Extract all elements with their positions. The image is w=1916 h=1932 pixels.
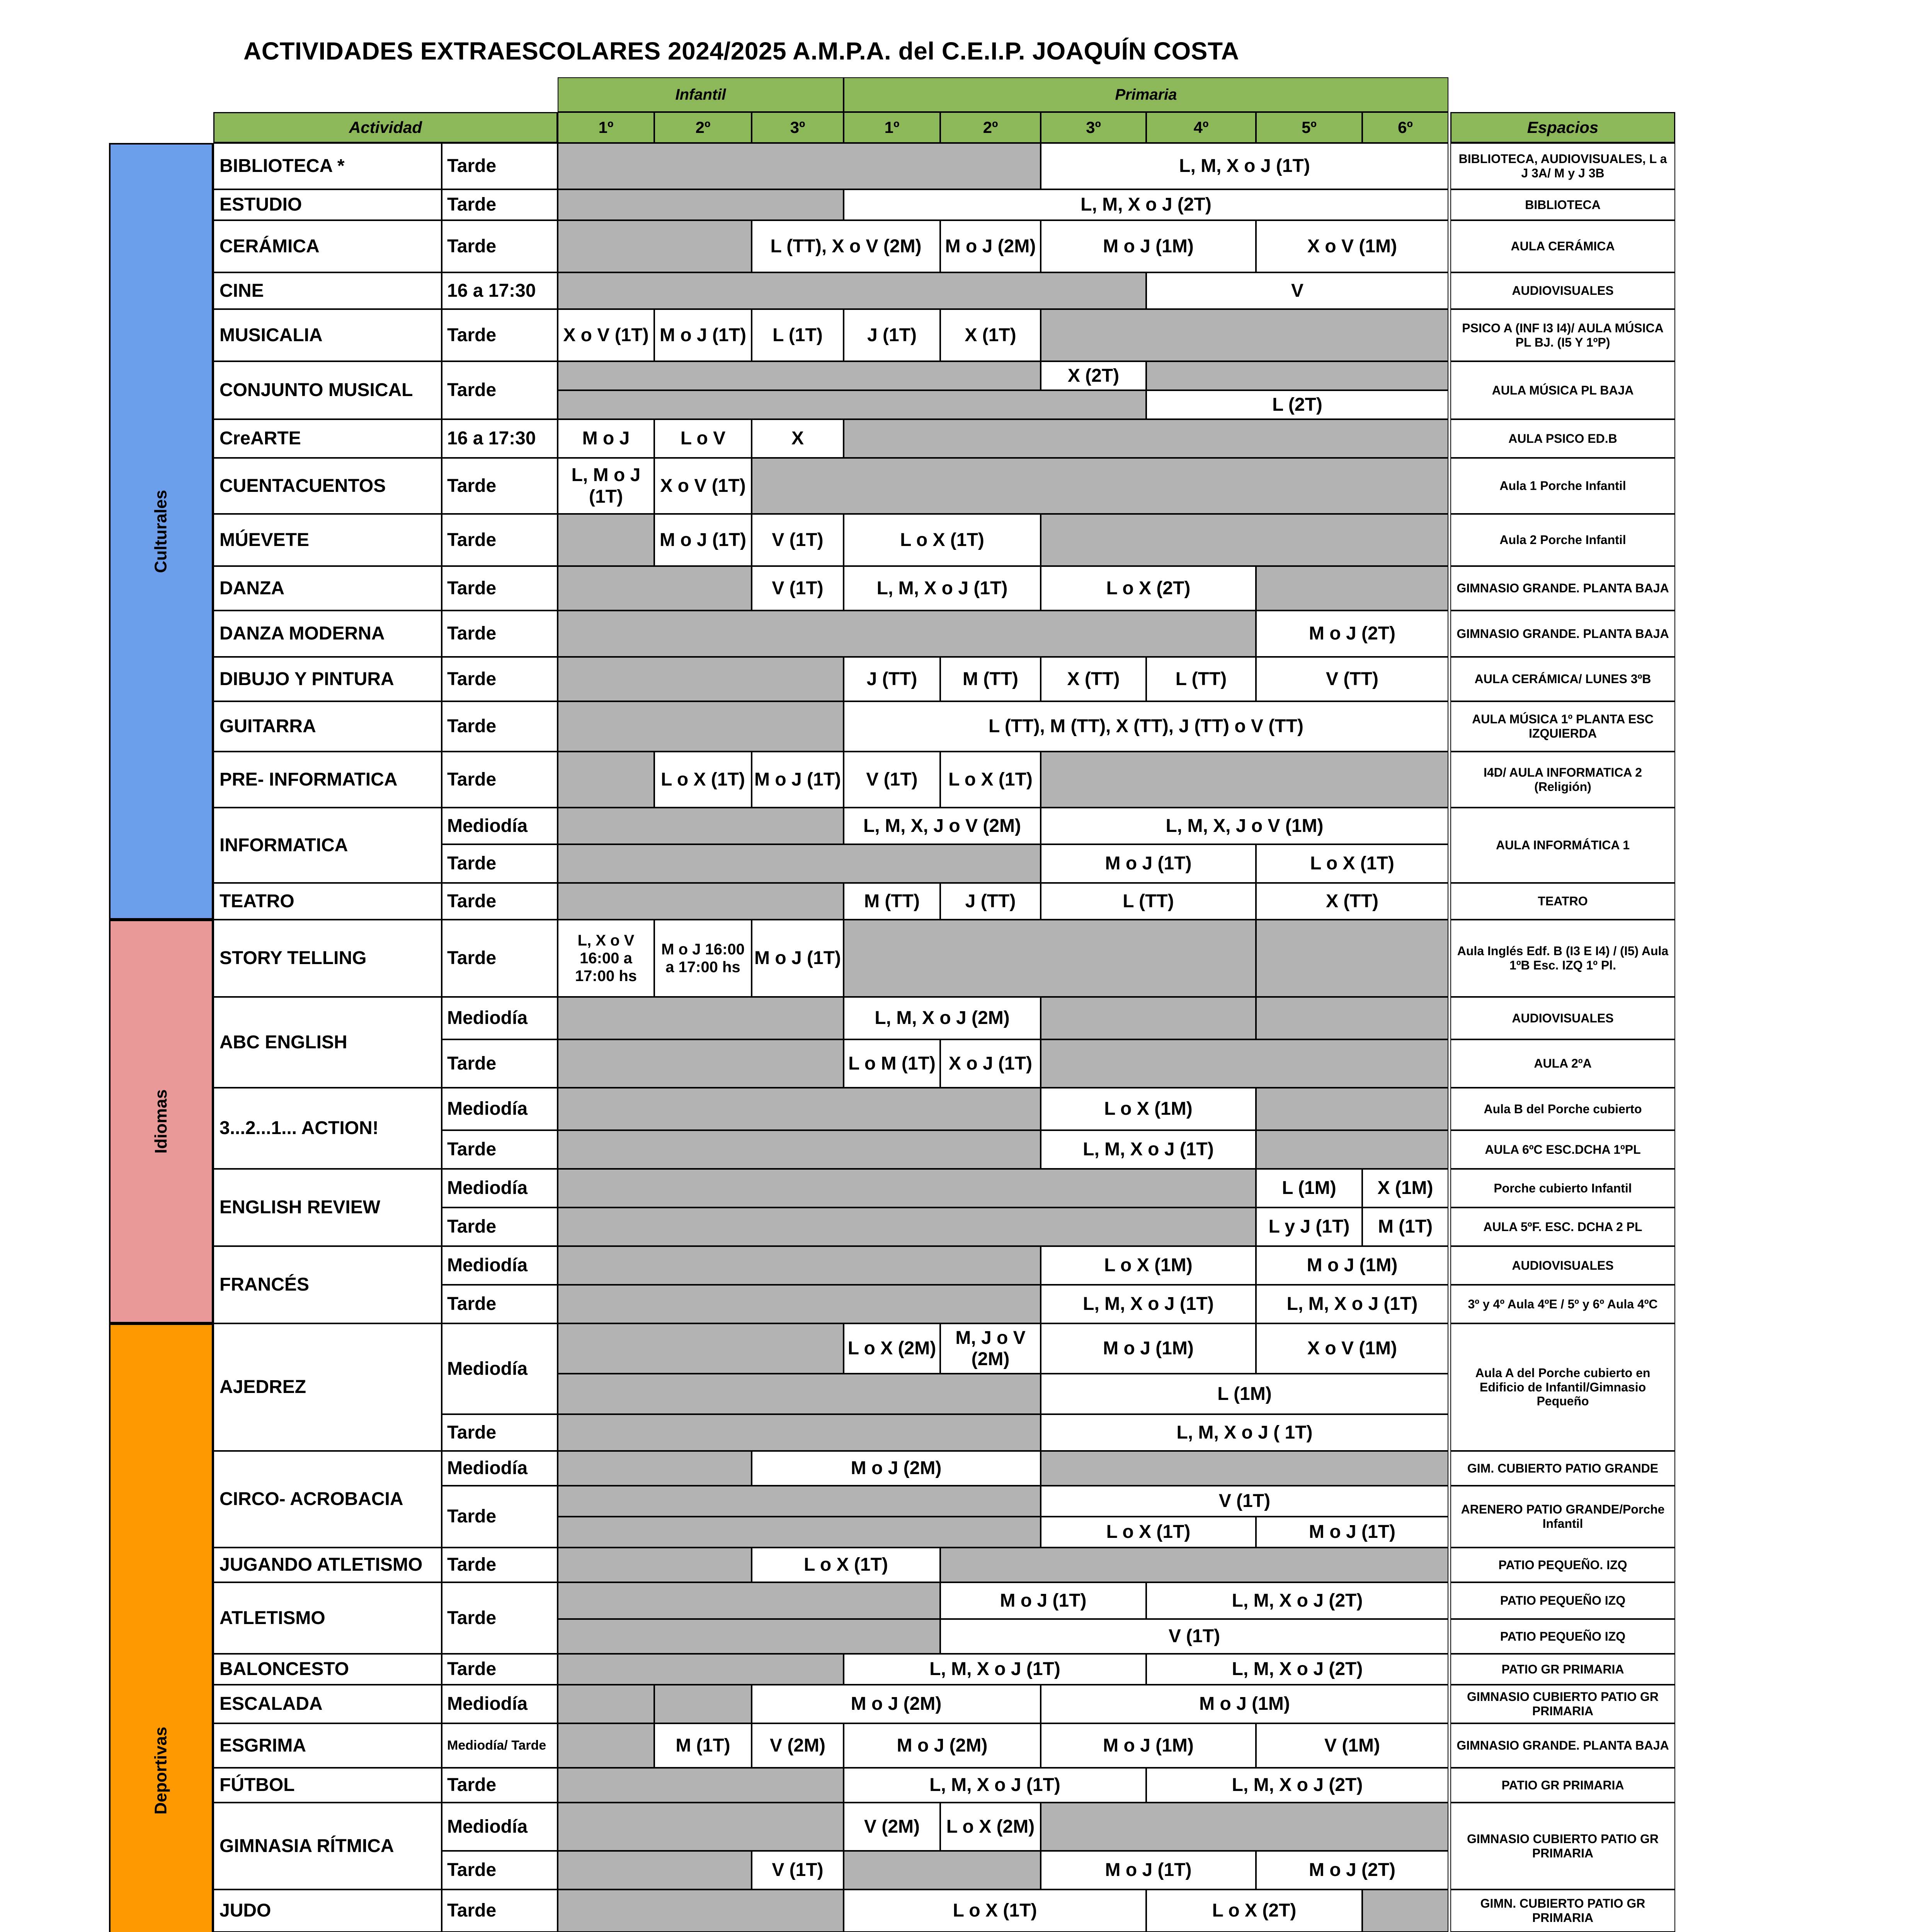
session-cell: M (TT) (940, 657, 1041, 701)
session-cell: V (1M) (1256, 1723, 1448, 1768)
empty-cell (558, 1451, 752, 1486)
horario-cell: Tarde (442, 566, 558, 611)
activity-name: 3...2...1... ACTION! (213, 1088, 442, 1169)
session-cell: L o X (1T) (844, 514, 1041, 566)
horario-cell: Tarde (442, 1548, 558, 1582)
session-cell: V (1T) (752, 1851, 844, 1889)
session-cell: V (1T) (1041, 1486, 1448, 1517)
empty-cell (558, 1414, 1041, 1451)
empty-cell (558, 1169, 1256, 1208)
espacio-cell: GIMNASIO GRANDE. PLANTA BAJA (1450, 1723, 1675, 1768)
horario-cell: Tarde (442, 1486, 558, 1548)
session-cell: M o J (1T) (1256, 1517, 1448, 1548)
activity-name: ENGLISH REVIEW (213, 1169, 442, 1246)
empty-cell (1041, 514, 1448, 566)
activity-name: BIBLIOTECA * (213, 143, 442, 189)
header-course-infantil: 2º (654, 112, 752, 143)
session-cell: X o V (1T) (654, 458, 752, 514)
empty-cell (558, 514, 654, 566)
horario-cell: 16 a 17:30 (442, 272, 558, 309)
empty-cell (558, 997, 844, 1039)
session-cell: L o X (1T) (1256, 844, 1448, 883)
empty-cell (1041, 309, 1448, 361)
empty-cell (1041, 1451, 1448, 1486)
espacio-cell: PATIO PEQUEÑO IZQ (1450, 1619, 1675, 1654)
session-cell: L o V (654, 419, 752, 458)
activity-name: CreARTE (213, 419, 442, 458)
session-cell: L, M, X o J (1T) (1256, 1285, 1448, 1323)
empty-cell (558, 1517, 1041, 1548)
session-cell: L o X (2M) (940, 1803, 1041, 1851)
category-label: Deportivas (151, 1726, 170, 1815)
empty-cell (1041, 1039, 1448, 1088)
session-cell: M o J (2M) (940, 220, 1041, 272)
espacio-cell: GIMNASIO CUBIERTO PATIO GR PRIMARIA (1450, 1803, 1675, 1889)
espacio-cell: PATIO PEQUEÑO. IZQ (1450, 1548, 1675, 1582)
horario-cell: Tarde (442, 611, 558, 657)
category-label: Culturales (151, 490, 170, 573)
horario-cell: Mediodía (442, 1323, 558, 1414)
horario-cell: Mediodía (442, 808, 558, 844)
empty-cell (558, 844, 1041, 883)
horario-cell: Mediodía (442, 1169, 558, 1208)
category-bar (109, 1323, 213, 1932)
horario-cell: Tarde (442, 844, 558, 883)
session-cell: L, M, X o J (1T) (1041, 1130, 1256, 1169)
session-cell: L o X (2T) (1041, 566, 1256, 611)
session-cell: M o J (1T) (1041, 844, 1256, 883)
session-cell: L, M, X o J (1T) (1041, 1285, 1256, 1323)
empty-cell (1041, 752, 1448, 808)
activity-name: ESTUDIO (213, 189, 442, 220)
empty-cell (558, 1374, 1041, 1414)
empty-cell (1256, 997, 1448, 1039)
empty-cell (844, 920, 1256, 997)
espacio-cell: Aula B del Porche cubierto (1450, 1088, 1675, 1130)
session-cell: M o J (1M) (1041, 220, 1256, 272)
session-cell: L o X (1T) (844, 1889, 1146, 1932)
empty-cell (558, 657, 844, 701)
activity-name: PRE- INFORMATICA (213, 752, 442, 808)
session-cell: V (1T) (752, 566, 844, 611)
activity-name: CUENTACUENTOS (213, 458, 442, 514)
empty-cell (558, 1685, 654, 1723)
empty-cell (558, 1803, 844, 1851)
schedule-table (109, 77, 1677, 1932)
session-cell: M (1T) (654, 1723, 752, 1768)
session-cell: L (TT) (1146, 657, 1256, 701)
session-cell: J (TT) (844, 657, 940, 701)
empty-cell (558, 1768, 844, 1803)
session-cell: L y J (1T) (1256, 1208, 1362, 1246)
session-cell: L (TT), M (TT), X (TT), J (TT) o V (TT) (844, 701, 1448, 752)
espacio-cell: AUDIOVISUALES (1450, 1246, 1675, 1285)
espacio-cell: ARENERO PATIO GRANDE/Porche Infantil (1450, 1486, 1675, 1548)
session-cell: X (1T) (940, 309, 1041, 361)
session-cell: L (TT), X o V (2M) (752, 220, 940, 272)
empty-cell (558, 1723, 654, 1768)
category-bar (109, 143, 213, 920)
empty-cell (1256, 1088, 1448, 1130)
header-course-primaria: 1º (844, 112, 940, 143)
header-course-primaria: 5º (1256, 112, 1362, 143)
empty-cell (558, 883, 844, 920)
activity-name: INFORMATICA (213, 808, 442, 883)
session-cell: L (2T) (1146, 390, 1448, 419)
empty-cell (1146, 361, 1448, 390)
empty-cell (558, 611, 1256, 657)
session-cell: L, M, X, J o V (2M) (844, 808, 1041, 844)
horario-cell: Tarde (442, 361, 558, 419)
header-primaria: Primaria (844, 77, 1448, 112)
session-cell: L, M, X o J (2T) (1146, 1654, 1448, 1685)
session-cell: X o J (1T) (940, 1039, 1041, 1088)
empty-cell (558, 189, 844, 220)
session-cell: M o J (1T) (1041, 1851, 1256, 1889)
empty-cell (558, 701, 844, 752)
horario-cell: Tarde (442, 657, 558, 701)
session-cell: M o J (1T) (654, 309, 752, 361)
header-course-infantil: 1º (558, 112, 654, 143)
horario-cell: Tarde (442, 920, 558, 997)
horario-cell: Tarde (442, 1208, 558, 1246)
espacio-cell: AUDIOVISUALES (1450, 272, 1675, 309)
session-cell: L, M, X o J (1T) (844, 1768, 1146, 1803)
horario-cell: Mediodía/ Tarde (442, 1723, 558, 1768)
session-cell: M o J (2M) (752, 1685, 1041, 1723)
horario-cell: 16 a 17:30 (442, 419, 558, 458)
page-title: ACTIVIDADES EXTRAESCOLARES 2024/2025 A.M.P.A. del C.E.I.P. JOAQUÍN COSTA (243, 37, 1239, 65)
empty-cell (558, 1889, 844, 1932)
session-cell: L, M, X o J (2M) (844, 997, 1041, 1039)
espacio-cell: AUDIOVISUALES (1450, 997, 1675, 1039)
session-cell: M o J (558, 419, 654, 458)
empty-cell (558, 272, 1146, 309)
empty-cell (558, 808, 844, 844)
session-cell: V (TT) (1256, 657, 1448, 701)
empty-cell (558, 1548, 752, 1582)
espacio-cell: 3º y 4º Aula 4ºE / 5º y 6º Aula 4ºC (1450, 1285, 1675, 1323)
horario-cell: Tarde (442, 309, 558, 361)
empty-cell (1041, 997, 1256, 1039)
horario-cell: Mediodía (442, 1088, 558, 1130)
empty-cell (844, 1851, 1041, 1889)
espacio-cell: PATIO GR PRIMARIA (1450, 1654, 1675, 1685)
session-cell: L, M o J (1T) (558, 458, 654, 514)
empty-cell (558, 390, 1146, 419)
empty-cell (844, 419, 1448, 458)
espacio-cell: AULA CERÁMICA/ LUNES 3ºB (1450, 657, 1675, 701)
session-cell: M o J (1M) (1041, 1685, 1448, 1723)
session-cell: M o J (2M) (752, 1451, 1041, 1486)
activity-name: AJEDREZ (213, 1323, 442, 1451)
session-cell: M o J (1M) (1041, 1323, 1256, 1374)
espacio-cell: TEATRO (1450, 883, 1675, 920)
session-cell: L, M, X o J (2T) (844, 189, 1448, 220)
horario-cell: Tarde (442, 1889, 558, 1932)
category-bar (109, 920, 213, 1323)
session-cell: M (TT) (844, 883, 940, 920)
session-cell: L, M, X o J (2T) (1146, 1582, 1448, 1619)
session-cell: X (2T) (1041, 361, 1146, 390)
session-cell: M o J (2T) (1256, 1851, 1448, 1889)
session-cell: L o X (2M) (844, 1323, 940, 1374)
session-cell: L (1M) (1256, 1169, 1362, 1208)
session-cell: J (1T) (844, 309, 940, 361)
empty-cell (558, 1285, 1041, 1323)
activity-name: DANZA MODERNA (213, 611, 442, 657)
session-cell: X o V (1T) (558, 309, 654, 361)
espacio-cell: AULA MÚSICA 1º PLANTA ESC IZQUIERDA (1450, 701, 1675, 752)
session-cell: J (TT) (940, 883, 1041, 920)
empty-cell (1041, 1803, 1448, 1851)
empty-cell (558, 1130, 1041, 1169)
session-cell: L, X o V 16:00 a 17:00 hs (558, 920, 654, 997)
session-cell: X (TT) (1256, 883, 1448, 920)
session-cell: L o X (1M) (1041, 1088, 1256, 1130)
activity-name: GUITARRA (213, 701, 442, 752)
empty-cell (558, 1582, 940, 1619)
empty-cell (654, 1685, 752, 1723)
session-cell: M o J (2T) (1256, 611, 1448, 657)
session-cell: L o X (1T) (940, 752, 1041, 808)
session-cell: X o V (1M) (1256, 1323, 1448, 1374)
session-cell: L, M, X o J ( 1T) (1041, 1414, 1448, 1451)
horario-cell: Tarde (442, 1039, 558, 1088)
espacio-cell: PATIO PEQUEÑO IZQ (1450, 1582, 1675, 1619)
session-cell: M, J o V (2M) (940, 1323, 1041, 1374)
header-course-primaria: 2º (940, 112, 1041, 143)
empty-cell (752, 458, 1448, 514)
espacio-cell: BIBLIOTECA (1450, 189, 1675, 220)
espacio-cell: GIMNASIO GRANDE. PLANTA BAJA (1450, 566, 1675, 611)
espacio-cell: AULA INFORMÁTICA 1 (1450, 808, 1675, 883)
session-cell: V (1T) (940, 1619, 1448, 1654)
session-cell: X o V (1M) (1256, 220, 1448, 272)
espacio-cell: PATIO GR PRIMARIA (1450, 1768, 1675, 1803)
session-cell: L o X (1M) (1041, 1246, 1256, 1285)
activity-name: JUDO (213, 1889, 442, 1932)
espacio-cell: I4D/ AULA INFORMATICA 2 (Religión) (1450, 752, 1675, 808)
horario-cell: Mediodía (442, 997, 558, 1039)
session-cell: L o M (1T) (844, 1039, 940, 1088)
session-cell: V (1146, 272, 1448, 309)
activity-name: DIBUJO Y PINTURA (213, 657, 442, 701)
activity-name: ESCALADA (213, 1685, 442, 1723)
session-cell: L, M, X, J o V (1M) (1041, 808, 1448, 844)
espacio-cell: AULA 2ºA (1450, 1039, 1675, 1088)
activity-name: DANZA (213, 566, 442, 611)
horario-cell: Tarde (442, 701, 558, 752)
session-cell: M o J (1T) (654, 514, 752, 566)
session-cell: L o X (1T) (654, 752, 752, 808)
empty-cell (558, 143, 1041, 189)
espacio-cell: Aula 1 Porche Infantil (1450, 458, 1675, 514)
horario-cell: Tarde (442, 220, 558, 272)
activity-name: MUSICALIA (213, 309, 442, 361)
empty-cell (558, 1208, 1256, 1246)
session-cell: L, M, X o J (1T) (844, 1654, 1146, 1685)
session-cell: M (1T) (1362, 1208, 1448, 1246)
empty-cell (1362, 1889, 1448, 1932)
session-cell: M o J 16:00 a 17:00 hs (654, 920, 752, 997)
session-cell: X (752, 419, 844, 458)
empty-cell (558, 1619, 940, 1654)
espacio-cell: AULA PSICO ED.B (1450, 419, 1675, 458)
session-cell: V (1T) (844, 752, 940, 808)
espacio-cell: BIBLIOTECA, AUDIOVISUALES, L a J 3A/ M y J 3B (1450, 143, 1675, 189)
empty-cell (558, 1039, 844, 1088)
session-cell: L o X (1T) (1041, 1517, 1256, 1548)
espacio-cell: Aula A del Porche cubierto en Edificio de Infantil/Gimnasio Pequeño (1450, 1323, 1675, 1451)
empty-cell (558, 752, 654, 808)
session-cell: X (TT) (1041, 657, 1146, 701)
activity-name: CIRCO- ACROBACIA (213, 1451, 442, 1548)
session-cell: L (TT) (1041, 883, 1256, 920)
empty-cell (940, 1548, 1448, 1582)
espacio-cell: GIMN. CUBIERTO PATIO GR PRIMARIA (1450, 1889, 1675, 1932)
horario-cell: Tarde (442, 458, 558, 514)
session-cell: M o J (1M) (1256, 1246, 1448, 1285)
activity-name: ABC ENGLISH (213, 997, 442, 1088)
espacio-cell: GIMNASIO GRANDE. PLANTA BAJA (1450, 611, 1675, 657)
espacio-cell: Aula Inglés Edf. B (I3 E I4) / (I5) Aula 1ºB Esc. IZQ 1º Pl. (1450, 920, 1675, 997)
session-cell: L o X (1T) (752, 1548, 940, 1582)
espacio-cell: Porche cubierto Infantil (1450, 1169, 1675, 1208)
horario-cell: Mediodía (442, 1803, 558, 1851)
horario-cell: Tarde (442, 1130, 558, 1169)
session-cell: V (1T) (752, 514, 844, 566)
header-course-primaria: 4º (1146, 112, 1256, 143)
session-cell: M o J (1T) (940, 1582, 1146, 1619)
header-infantil: Infantil (558, 77, 844, 112)
empty-cell (558, 1088, 1041, 1130)
espacio-cell: AULA CERÁMICA (1450, 220, 1675, 272)
espacio-cell: AULA 5ºF. ESC. DCHA 2 PL (1450, 1208, 1675, 1246)
activity-name: FÚTBOL (213, 1768, 442, 1803)
horario-cell: Tarde (442, 752, 558, 808)
activity-name: ESGRIMA (213, 1723, 442, 1768)
horario-cell: Tarde (442, 1414, 558, 1451)
activity-name: CINE (213, 272, 442, 309)
header-espacios: Espacios (1450, 112, 1675, 143)
empty-cell (558, 1246, 1041, 1285)
header-course-primaria: 6º (1362, 112, 1448, 143)
horario-cell: Tarde (442, 514, 558, 566)
session-cell: L, M, X o J (1T) (844, 566, 1041, 611)
empty-cell (558, 566, 752, 611)
empty-cell (1256, 920, 1448, 997)
horario-cell: Tarde (442, 189, 558, 220)
session-cell: V (2M) (844, 1803, 940, 1851)
activity-name: BALONCESTO (213, 1654, 442, 1685)
activity-name: FRANCÉS (213, 1246, 442, 1323)
activity-name: CERÁMICA (213, 220, 442, 272)
espacio-cell: AULA 6ºC ESC.DCHA 1ºPL (1450, 1130, 1675, 1169)
empty-cell (558, 361, 1041, 390)
category-label: Idiomas (151, 1089, 170, 1154)
header-course-infantil: 3º (752, 112, 844, 143)
horario-cell: Tarde (442, 143, 558, 189)
activity-name: GIMNASIA RÍTMICA (213, 1803, 442, 1889)
horario-cell: Tarde (442, 1582, 558, 1654)
empty-cell (1256, 1130, 1448, 1169)
session-cell: M o J (2M) (844, 1723, 1041, 1768)
activity-name: TEATRO (213, 883, 442, 920)
horario-cell: Tarde (442, 1285, 558, 1323)
empty-cell (1256, 566, 1448, 611)
horario-cell: Tarde (442, 883, 558, 920)
empty-cell (558, 1486, 1041, 1517)
horario-cell: Tarde (442, 1851, 558, 1889)
activity-name: MÚEVETE (213, 514, 442, 566)
session-cell: V (2M) (752, 1723, 844, 1768)
header-actividad: Actividad (213, 112, 558, 143)
session-cell: L o X (2T) (1146, 1889, 1362, 1932)
activity-name: JUGANDO ATLETISMO (213, 1548, 442, 1582)
horario-cell: Mediodía (442, 1685, 558, 1723)
horario-cell: Tarde (442, 1654, 558, 1685)
empty-cell (558, 220, 752, 272)
activity-name: STORY TELLING (213, 920, 442, 997)
activity-name: CONJUNTO MUSICAL (213, 361, 442, 419)
espacio-cell: Aula 2 Porche Infantil (1450, 514, 1675, 566)
horario-cell: Mediodía (442, 1246, 558, 1285)
header-course-primaria: 3º (1041, 112, 1146, 143)
horario-cell: Tarde (442, 1768, 558, 1803)
session-cell: L (1M) (1041, 1374, 1448, 1414)
horario-cell: Mediodía (442, 1451, 558, 1486)
espacio-cell: PSICO A (INF I3 I4)/ AULA MÚSICA PL BJ. (I5 Y 1ºP) (1450, 309, 1675, 361)
session-cell: L (1T) (752, 309, 844, 361)
espacio-cell: GIMNASIO CUBIERTO PATIO GR PRIMARIA (1450, 1685, 1675, 1723)
session-cell: M o J (1T) (752, 920, 844, 997)
empty-cell (558, 1851, 752, 1889)
empty-cell (558, 1323, 844, 1374)
session-cell: M o J (1M) (1041, 1723, 1256, 1768)
session-cell: L, M, X o J (1T) (1041, 143, 1448, 189)
session-cell: X (1M) (1362, 1169, 1448, 1208)
espacio-cell: GIM. CUBIERTO PATIO GRANDE (1450, 1451, 1675, 1486)
espacio-cell: AULA MÚSICA PL BAJA (1450, 361, 1675, 419)
session-cell: M o J (1T) (752, 752, 844, 808)
empty-cell (558, 1654, 844, 1685)
session-cell: L, M, X o J (2T) (1146, 1768, 1448, 1803)
activity-name: ATLETISMO (213, 1582, 442, 1654)
